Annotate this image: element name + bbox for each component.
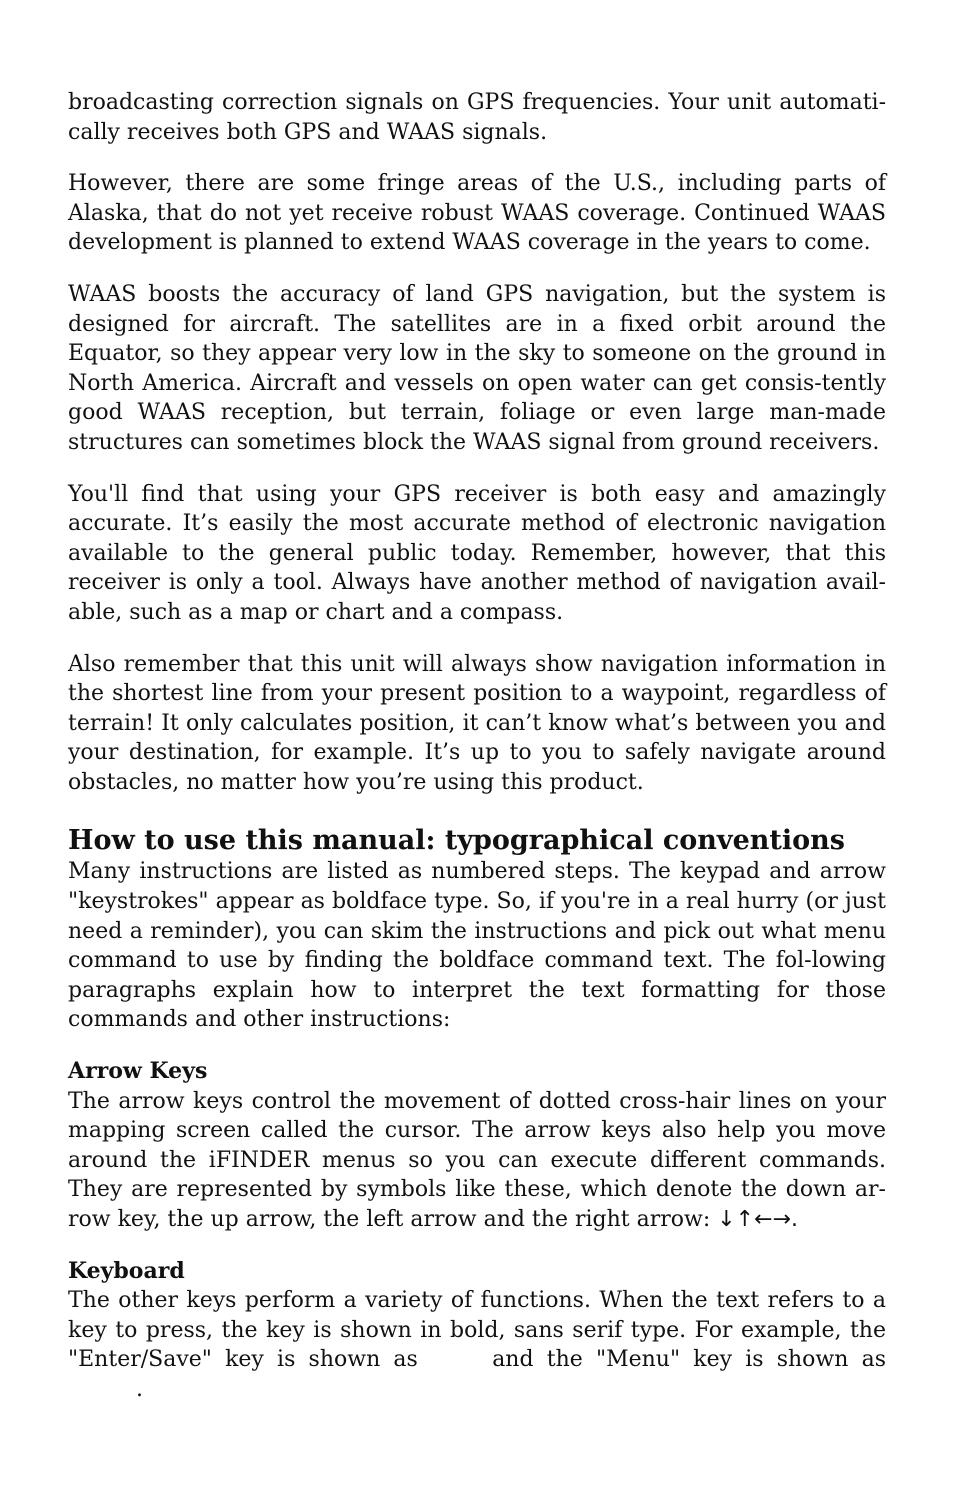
arrow-symbols: ↓↑←→. [717, 1207, 798, 1232]
keyboard-text-a: The other keys perform a variety of functions. When the text refers to a key to press, the key is shown in bold, sans serif type. For example, the "Enter/Save" key is shown as [68, 1288, 886, 1373]
arrow-keys-text: The arrow keys control the movement of dotted cross-hair lines on your mapping screen called the cursor. The arrow keys also help you move around the iFINDER menus so you can execute different commands. They are represented by symbols like these, which denote the down ar-row key, the up arrow, the left arrow and the right arrow: [68, 1088, 886, 1232]
keyboard-paragraph [68, 1286, 886, 1404]
paragraph-shortest-line: Also remember that this unit will always show navigation information in the shortest line from your present position to a waypoint, regardless of terrain! It only calculates position, it can’t know what’s between you and your destination, for example. It’s up to you to safely navigate around obstacles, no matter how you’re using this product. [68, 651, 886, 795]
paragraph-waas-aircraft: WAAS boosts the accuracy of land GPS navigation, but the system is designed for aircraft. The satellites are in a fixed orbit around the Equator, so they appear very low in the sky to someone on the ground in North America. Aircraft and vessels on open water can get consis-tently good WAAS reception, but terrain, foliage or even large man-made structures can sometimes block the WAAS signal from ground receivers. [68, 281, 886, 455]
paragraph-waas-broadcast: broadcasting correction signals on GPS frequencies. Your unit automati-cally receives both GPS and WAAS signals. [68, 90, 886, 145]
keyboard-text-c: . [136, 1376, 143, 1402]
paragraph-fringe-areas: However, there are some fringe areas of the U.S., including parts of Alaska, that do not yet receive robust WAAS coverage. Continued WAAS development is planned to extend WAAS coverage in the years to come. [68, 171, 886, 256]
paragraph-gps-accuracy: You'll find that using your GPS receiver is both easy and amazingly accurate. It’s easily the most accurate method of electronic navigation available to the general public today. Remember, however, that this receiver is only a tool. Always have another method of navigation avail-able, such as a map or chart and a compass. [68, 481, 886, 625]
section-intro: Many instructions are listed as numbered steps. The keypad and arrow "keystrokes" appear as boldface type. So, if you're in a real hurry (or just need a reminder), you can skim the instructions and pick out what menu command to use by finding the boldface command text. The fol-lowing paragraphs explain how to interpret the text formatting for those commands and other instructions: [68, 859, 886, 1033]
arrow-keys-heading: Arrow Keys [68, 1058, 208, 1085]
section-heading: How to use this manual: typographical conventions [68, 825, 846, 857]
arrow-keys-paragraph [68, 1087, 886, 1235]
keyboard-text-b: and the "Menu" key is shown as [479, 1347, 887, 1373]
manual-page [68, 88, 886, 1427]
keyboard-heading: Keyboard [68, 1257, 185, 1284]
